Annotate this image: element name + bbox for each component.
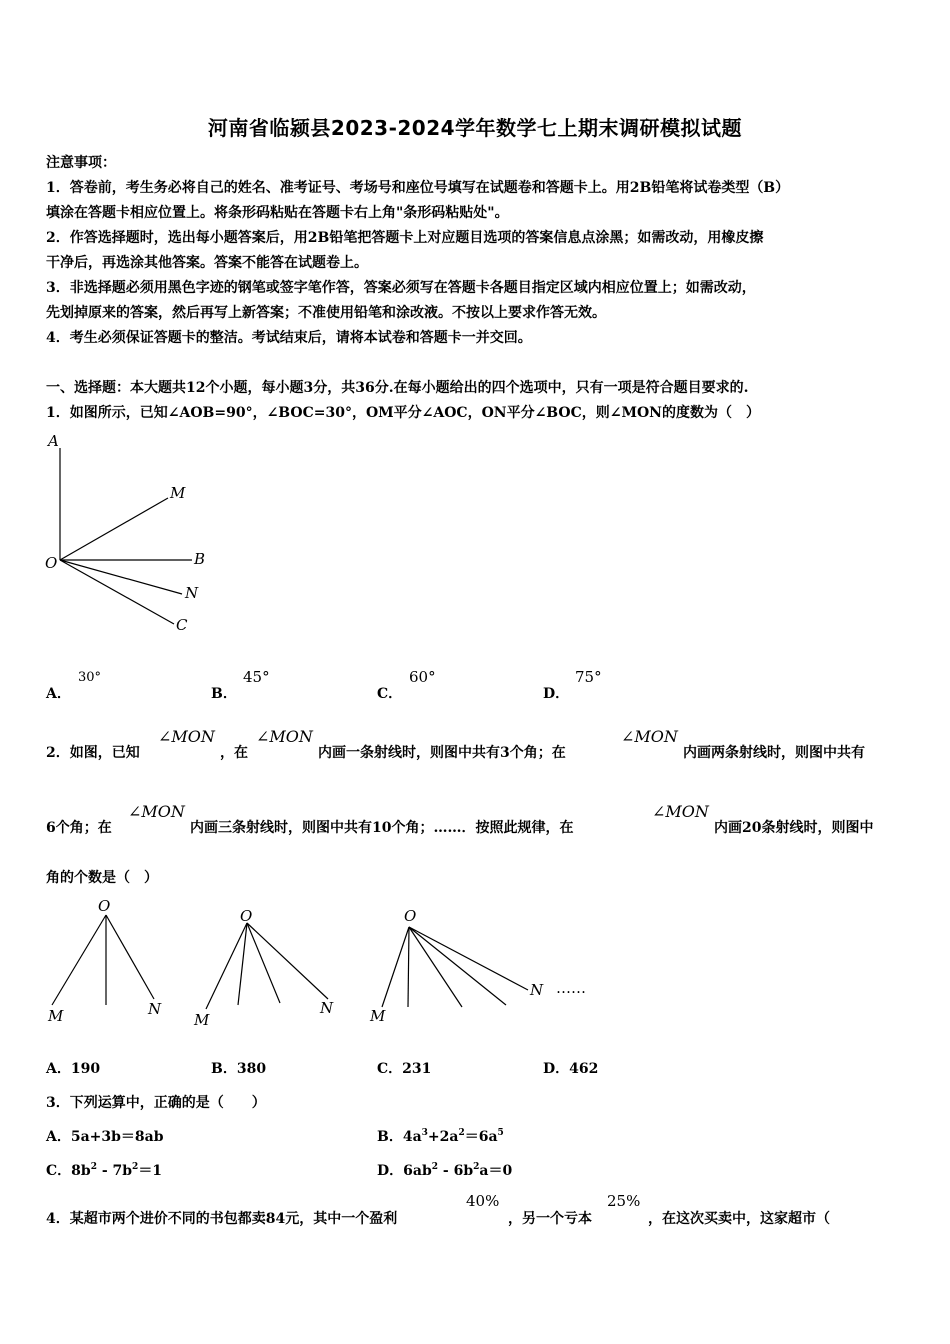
q2-angle-5: ∠MON <box>652 802 709 821</box>
q3-option-b: B．$4a^3+2a^2=6a^5$ <box>377 1128 504 1145</box>
q1-option-c-value: 60° <box>409 668 436 686</box>
q2-text-4: 内画两条射线时，则图中共有 <box>683 745 865 761</box>
q2-text-1: 2．如图，已知 <box>46 745 140 761</box>
q1-stem: 1．如图所示，已知∠AOB=90°，∠BOC=30°，OM平分∠AOC，ON平分∠BOC，则∠MON的度数为（ ） <box>46 405 760 421</box>
note-1b: 填涂在答题卡相应位置上。将条形码粘贴在答题卡右上角"条形码粘贴处"。 <box>46 205 509 221</box>
q1-option-c: C． <box>377 686 403 702</box>
q2-angle-1: ∠MON <box>158 727 215 746</box>
q1-figure <box>40 432 220 642</box>
fig2-label-o: O <box>240 907 253 925</box>
label-n: N <box>185 584 199 602</box>
q2-angle-2: ∠MON <box>256 727 313 746</box>
label-b: B <box>194 550 206 568</box>
q1-option-d-value: 75° <box>575 668 602 686</box>
q3-option-d: D．$6ab^2 - 6b^2a=0$ <box>377 1162 513 1179</box>
fig3-label-o: O <box>404 907 417 925</box>
fig2-label-n: N <box>320 999 334 1017</box>
label-m: M <box>170 484 186 502</box>
note-2a: 2．作答选择题时，选出每小题答案后，用2B铅笔把答题卡上对应题目选项的答案信息点涂黑；如需改动，用橡皮擦 <box>46 230 764 246</box>
q4-text-2: ，另一个亏本 <box>508 1211 592 1227</box>
label-c: C <box>176 616 188 634</box>
q2-figure <box>40 895 620 1030</box>
label-a: A <box>48 432 59 450</box>
note-2b: 干净后，再选涂其他答案。答案不能答在试题卷上。 <box>46 255 368 271</box>
q2-text-6: 内画三条射线时，则图中共有10个角；……．按照此规律，在 <box>190 820 574 836</box>
note-3b: 先划掉原来的答案，然后再写上新答案；不准使用铅笔和涂改液。不按以上要求作答无效。 <box>46 305 606 321</box>
ray-on <box>60 560 182 594</box>
section-1-heading: 一、选择题：本大题共12个小题，每小题3分，共36分.在每小题给出的四个选项中，只有一项是符合题目要求的. <box>46 380 749 396</box>
fig3-label-n: N <box>530 981 544 999</box>
q1-option-a: A． <box>46 686 71 702</box>
fig3-dots: …… <box>556 979 586 997</box>
q2-text-2: ，在 <box>220 745 248 761</box>
page-title: 河南省临颍县2023-2024学年数学七上期末调研模拟试题 <box>207 116 743 140</box>
label-o: O <box>45 554 58 572</box>
q2-angle-3: ∠MON <box>621 727 678 746</box>
q3-stem: 3．下列运算中，正确的是（ ） <box>46 1095 266 1111</box>
note-1a: 1．答卷前，考生务必将自己的姓名、准考证号、考场号和座位号填写在试题卷和答题卡上。用2B铅笔将试卷类型（B） <box>46 180 790 196</box>
q1-option-d: D． <box>543 686 570 702</box>
q4-text-1: 4．某超市两个进价不同的书包都卖84元，其中一个盈利 <box>46 1211 398 1227</box>
q4-text-3: ，在这次买卖中，这家超市（ <box>648 1211 830 1227</box>
note-4: 4．考生必须保证答题卡的整洁。考试结束后，请将本试卷和答题卡一并交回。 <box>46 330 532 346</box>
fig1-label-m: M <box>48 1007 64 1025</box>
q2-text-8: 角的个数是（ ） <box>46 870 158 886</box>
notes-heading: 注意事项： <box>46 155 116 171</box>
ray-om <box>60 498 168 560</box>
q2-angle-4: ∠MON <box>128 802 185 821</box>
ray-oc <box>60 560 174 624</box>
q2-option-c: C．231 <box>377 1061 432 1077</box>
q2-text-7: 内画20条射线时，则图中 <box>714 820 874 836</box>
q2-option-d: D．462 <box>543 1061 599 1077</box>
fig1-label-o: O <box>98 897 111 915</box>
q3-option-c: C．$8b^2 - 7b^2=1$ <box>46 1162 163 1179</box>
q1-option-a-value: 30° <box>78 670 102 685</box>
q2-text-5: 6个角；在 <box>46 820 112 836</box>
q2-option-b: B．380 <box>211 1061 267 1077</box>
q2-option-a: A．190 <box>46 1061 101 1077</box>
fig2-label-m: M <box>194 1011 210 1029</box>
fig1-label-n: N <box>148 1000 162 1018</box>
q4-percent-1: 40% <box>466 1192 500 1210</box>
q1-option-b: B． <box>211 686 237 702</box>
fig3-label-m: M <box>370 1007 386 1025</box>
q3-option-a: A．5a+3b＝8ab <box>46 1129 164 1145</box>
q2-text-3: 内画一条射线时，则图中共有3个角；在 <box>318 745 566 761</box>
q4-percent-2: 25% <box>607 1192 641 1210</box>
q1-option-b-value: 45° <box>243 668 270 686</box>
note-3a: 3．非选择题必须用黑色字迹的钢笔或签字笔作答，答案必须写在答题卡各题目指定区域内相应位置上；如需改动， <box>46 280 756 296</box>
